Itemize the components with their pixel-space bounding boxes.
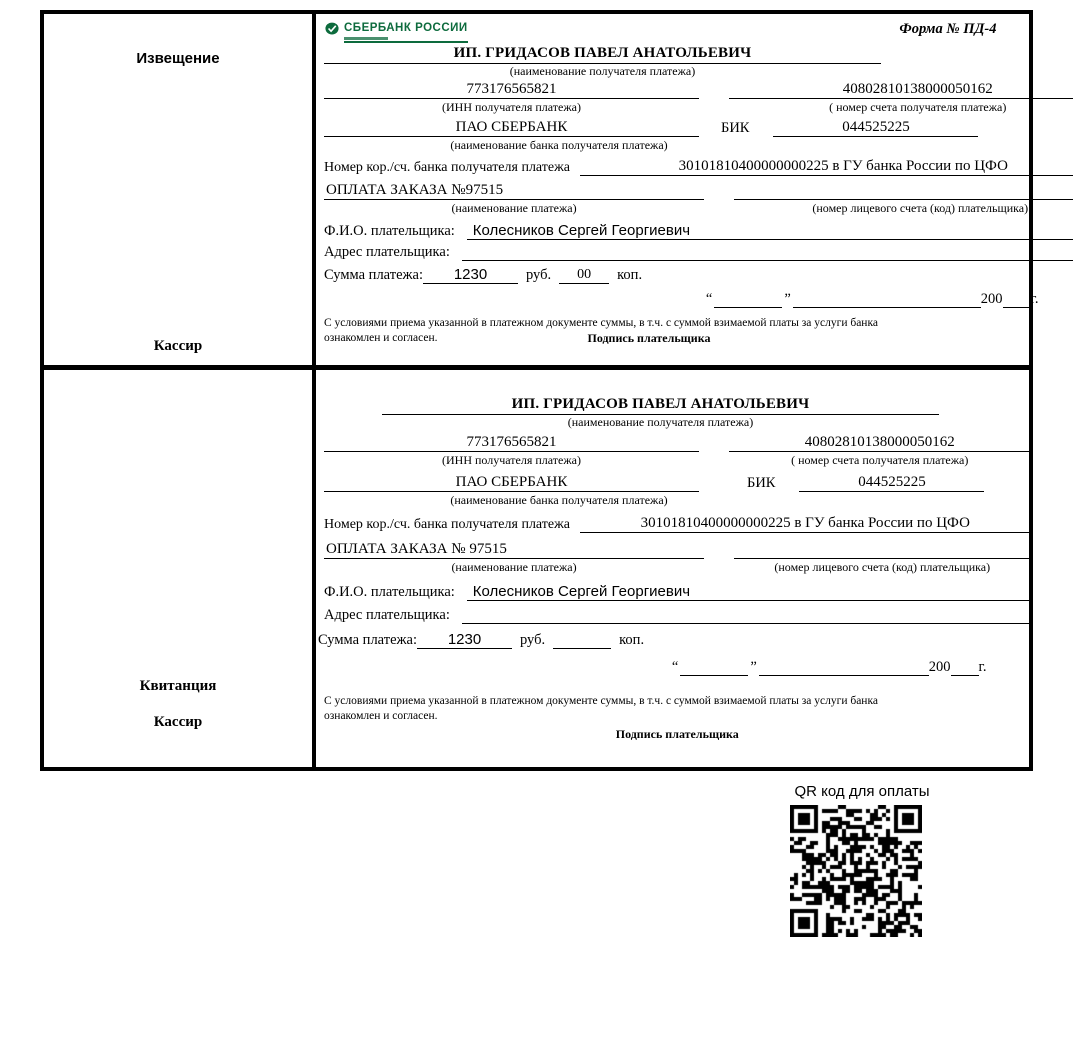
inn-account-row-2: [324, 434, 1030, 452]
disclaimer-line1-1: С условиями приема указанной в платежном документе суммы, в т.ч. с суммой взимаемой платы за услуги банка: [324, 317, 878, 329]
bank-bik-row-2: [324, 474, 1030, 492]
year-suffix-2: г.: [978, 659, 987, 675]
sberbank-logo-textwrap: [344, 20, 468, 43]
payer-name-row-1: [324, 222, 1073, 240]
recipient-caption-2: (наименование получателя платежа): [567, 415, 754, 429]
inn-caption-2: (ИНН получателя платежа): [442, 453, 581, 467]
quote-close-2: ”: [750, 659, 757, 675]
inn-value-1: 773176565821: [324, 81, 699, 99]
address-label-2: Адрес плательщика:: [324, 607, 450, 623]
section1-content: [316, 14, 1073, 365]
pd4-form-table: [40, 10, 1039, 771]
rub-label-1: руб.: [526, 267, 552, 283]
account-caption-2: ( номер счета получателя платежа): [791, 453, 969, 467]
payer-value-2: Колесников Сергей Георгиевич: [467, 583, 1031, 601]
disclaimer-line1-2: С условиями приема указанной в платежном документе суммы, в т.ч. с суммой взимаемой платы за услуги банка: [324, 695, 878, 707]
section-kvitantsiya: [44, 370, 1029, 767]
kop-label-2: коп.: [619, 632, 645, 648]
personal-account-caption-2: (номер лицевого счета (код) плательщика): [774, 560, 991, 574]
personal-account-blank-2: [734, 544, 1030, 559]
section-izveshchenie: [44, 14, 1039, 370]
address-blank-2: [462, 609, 1031, 624]
date-row-2: [324, 659, 986, 676]
corr-value-2: 30101810400000000225 в ГУ банка России по ЦФО: [580, 515, 1030, 533]
sum-kop-value-2: [553, 634, 611, 649]
sum-row-1: [324, 266, 1073, 284]
account-caption-1: ( номер счета получателя платежа): [829, 100, 1007, 114]
inn-account-captions-1: [324, 100, 1073, 115]
sum-kop-value-1: 00: [559, 267, 609, 284]
bik-label-1: БИК: [721, 120, 750, 136]
signature-label-1: Подпись плательщика: [587, 330, 711, 345]
address-label-1: Адрес плательщика:: [324, 244, 450, 260]
payment-name-caption-1: (наименование платежа): [451, 201, 577, 215]
qr-code: [790, 805, 922, 937]
account-value-2: 40802810138000050162: [729, 434, 1030, 452]
corr-value-1: 30101810400000000225 в ГУ банка России по ЦФО: [580, 158, 1073, 176]
sum-label-2: Сумма платежа:: [318, 632, 417, 648]
corr-account-row-1: [324, 158, 1073, 176]
sum-label-1: Сумма платежа:: [324, 267, 423, 283]
personal-account-caption-1: (номер лицевого счета (код) плательщика): [812, 201, 1029, 215]
bik-value-1: 044525225: [773, 119, 978, 137]
bank-caption-1: (наименование банка получателя платежа): [450, 138, 668, 152]
qr-label: QR код для оплаты: [794, 783, 930, 800]
payer-address-row-2: [324, 607, 1030, 624]
bank-caption-2: (наименование банка получателя платежа): [450, 493, 668, 507]
rub-label-2: руб.: [520, 632, 546, 648]
section2-content: [316, 370, 1038, 767]
date-year-blank-1: [1003, 293, 1031, 308]
bank-caption-row-2: [324, 493, 1030, 508]
date-row-1: [324, 291, 1038, 308]
recipient-name-1: ИП. ГРИДАСОВ ПАВЕЛ АНАТОЛЬЕВИЧ: [453, 45, 752, 61]
disclaimer-1: [324, 316, 1073, 347]
corr-label-2: Номер кор./сч. банка получателя платежа: [324, 517, 570, 532]
stub-title-kvitantsiya: Квитанция: [139, 678, 217, 694]
stub-column-2: [44, 370, 316, 767]
inn-caption-1: (ИНН получателя платежа): [442, 100, 581, 114]
stub-column-1: [44, 14, 316, 365]
personal-account-blank-1: [734, 185, 1073, 200]
sberbank-logo-text: СБЕРБАНК РОССИИ: [344, 22, 468, 34]
qr-block: [788, 783, 936, 937]
sum-rub-value-1: 1230: [423, 266, 518, 284]
bik-label-2: БИК: [747, 475, 776, 491]
recipient-name-block-2: [382, 396, 939, 415]
form-number-label: Форма № ПД-4: [899, 21, 997, 37]
disclaimer-2: [324, 694, 1030, 742]
purpose-captions-1: [324, 201, 1073, 216]
signature-label-2: Подпись плательщика: [615, 726, 739, 741]
stub-cashier-label-1: Кассир: [153, 338, 203, 354]
purpose-value-1: ОПЛАТА ЗАКАЗА №97515: [324, 182, 704, 200]
inn-value-2: 773176565821: [324, 434, 699, 452]
date-month-blank-1: [793, 293, 981, 308]
stub-cashier-label-2: Кассир: [153, 714, 203, 730]
bank-name-2: ПАО СБЕРБАНК: [324, 474, 699, 492]
payer-name-row-2: [324, 583, 1030, 601]
bank-caption-row-1: [324, 138, 1073, 153]
sum-row-2: [318, 631, 1030, 649]
payer-label-2: Ф.И.О. плательщика:: [324, 584, 455, 600]
bank-name-1: ПАО СБЕРБАНК: [324, 119, 699, 137]
date-day-blank-1: [714, 293, 782, 308]
address-blank-1: [462, 246, 1073, 261]
quote-open-2: “: [671, 659, 679, 675]
purpose-row-2: [324, 541, 1030, 559]
payment-name-caption-2: (наименование платежа): [451, 560, 577, 574]
quote-open-1: “: [705, 291, 713, 307]
stub-title-izveshchenie: Извещение: [136, 50, 220, 67]
inn-account-captions-2: [324, 453, 1030, 468]
sberbank-logo-icon: [324, 21, 340, 41]
purpose-value-2: ОПЛАТА ЗАКАЗА № 97515: [324, 541, 704, 559]
corr-label-1: Номер кор./сч. банка получателя платежа: [324, 160, 570, 175]
purpose-row-1: [324, 182, 1073, 200]
recipient-caption-1: (наименование получателя платежа): [509, 64, 696, 78]
recipient-name-2: ИП. ГРИДАСОВ ПАВЕЛ АНАТОЛЬЕВИЧ: [511, 396, 810, 412]
date-month-blank-2: [759, 661, 929, 676]
date-day-blank-2: [680, 661, 748, 676]
quote-close-1: ”: [784, 291, 791, 307]
inn-account-row-1: [324, 81, 1073, 99]
year-prefix-1: 200: [980, 291, 1003, 307]
purpose-captions-2: [324, 560, 1030, 575]
sberbank-logo-tagline: [344, 37, 388, 40]
payer-address-row-1: [324, 244, 1073, 261]
payer-value-1: Колесников Сергей Георгиевич: [467, 222, 1073, 240]
bank-bik-row-1: [324, 119, 1073, 137]
year-suffix-1: г.: [1030, 291, 1039, 307]
bik-value-2: 044525225: [799, 474, 984, 492]
kop-label-1: коп.: [617, 267, 643, 283]
recipient-name-block-1: [324, 45, 881, 64]
payer-label-1: Ф.И.О. плательщика:: [324, 223, 455, 239]
disclaimer-line2-2: ознакомлен и согласен.: [324, 709, 438, 722]
corr-account-row-2: [324, 515, 1030, 533]
date-year-blank-2: [951, 661, 979, 676]
sum-rub-value-2: 1230: [417, 631, 512, 649]
disclaimer-line2-1: ознакомлен и согласен.: [324, 331, 438, 344]
year-prefix-2: 200: [928, 659, 951, 675]
section1-head-row: [324, 19, 1073, 45]
account-value-1: 40802810138000050162: [729, 81, 1073, 99]
sberbank-logo: [324, 20, 468, 43]
